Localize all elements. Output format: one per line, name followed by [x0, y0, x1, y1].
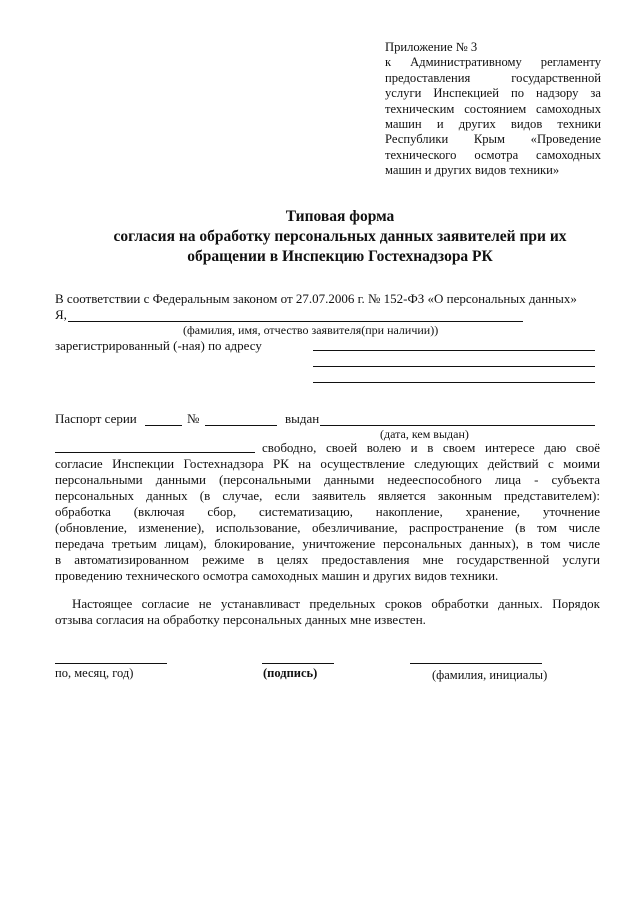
appendix-line: предоставления государственной	[385, 70, 601, 85]
name-label: (фамилия, инициалы)	[432, 668, 548, 682]
consent-line: проведению технического осмотра самоходных машин и других видов техники.	[55, 568, 499, 583]
consent-line: согласие Инспекции Гостехнадзора РК на осуществление следующих действий с моими	[55, 456, 600, 471]
issued-label: выдан	[285, 411, 320, 426]
address-field-2[interactable]	[313, 366, 595, 367]
appendix-line: к Административному регламенту	[385, 55, 601, 70]
date-signature-line[interactable]	[55, 663, 167, 664]
passport-issued-field[interactable]	[320, 425, 595, 426]
appendix-line: Приложение № 3	[385, 40, 478, 54]
appendix-line: технического осмотра самоходных	[385, 147, 601, 162]
passport-label: Паспорт серии	[55, 411, 137, 426]
consent-line: персональными данными (персональными данными недееспособного лица - субъекта	[55, 472, 600, 487]
consent-line: персональных данных (в случае, если заявитель является законным представителем):	[55, 488, 600, 503]
form-title: Типовая форма	[285, 208, 395, 225]
number-label: №	[187, 411, 200, 426]
law-reference: В соответствии с Федеральным законом от 27.07.2006 г. № 152-ФЗ «О персональных данных»	[55, 291, 577, 306]
issued-hint: (дата, кем выдан)	[380, 427, 469, 441]
consent-line: передача третьим лицам), блокирование, уничтожение персональных данных), в том числе	[55, 536, 600, 551]
consent-line: свободно, своей волею и в своем интересе даю своё	[262, 440, 600, 455]
consent-line: (обновление, изменение), использование, обезличивание, распространение (в том числе	[55, 520, 600, 535]
consent-line: в автоматизированном режиме в целях предоставления мне государственной услуги	[55, 552, 600, 567]
issued-continuation-field[interactable]	[55, 452, 255, 453]
term-line: отзыва согласия на обработку персональных данных мне известен.	[55, 612, 426, 627]
consent-line: обработка (включая сбор, систематизацию, накопление, хранение, уточнение	[55, 504, 600, 519]
fio-hint: (фамилия, имя, отчество заявителя(при наличии))	[183, 323, 439, 337]
date-label: по, месяц, год)	[55, 666, 134, 680]
passport-series-field[interactable]	[145, 425, 182, 426]
address-field-3[interactable]	[313, 382, 595, 383]
address-label: зарегистрированный (-ная) по адресу	[55, 338, 262, 353]
term-line: Настоящее согласие не устанавливаст предельных сроков обработки данных. Порядок	[72, 596, 600, 611]
appendix-line: машин и других видов техники	[385, 117, 601, 132]
fio-field[interactable]	[68, 321, 523, 322]
signature-line[interactable]	[262, 663, 334, 664]
form-subtitle: обращении в Инспекцию Гостехнадзора РК	[187, 248, 493, 265]
passport-number-field[interactable]	[205, 425, 277, 426]
form-subtitle: согласия на обработку персональных данных заявителей при их	[113, 228, 567, 245]
name-signature-line[interactable]	[410, 663, 542, 664]
appendix-line: машин и других видов техники»	[385, 163, 560, 178]
appendix-block	[385, 40, 601, 179]
address-field-1[interactable]	[313, 350, 595, 351]
sign-label: (подпись)	[263, 666, 318, 680]
appendix-line: услуги Инспекцией по надзору за	[385, 86, 601, 101]
appendix-line: Республики Крым «Проведение	[385, 132, 601, 147]
appendix-line: техническим состоянием самоходных	[385, 101, 601, 116]
ya-label: Я,	[55, 307, 67, 322]
